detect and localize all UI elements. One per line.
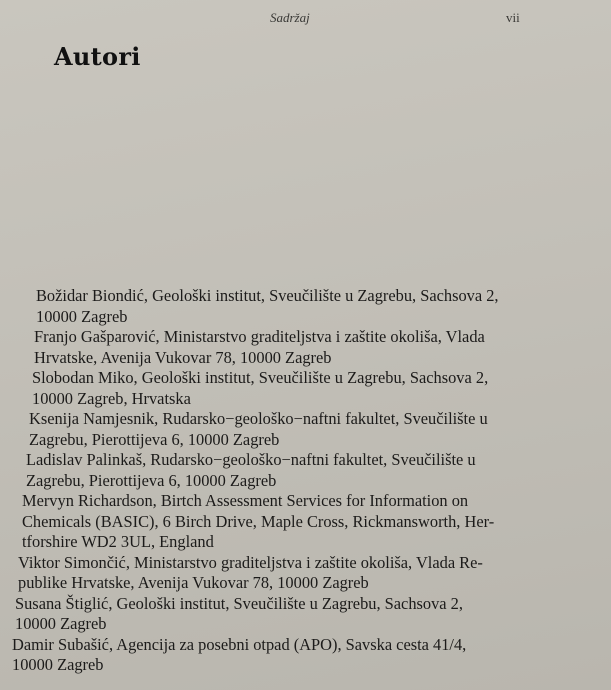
author-line: Ladislav Palinkaš, Rudarsko−geološko−naftni fakultet, Sveučilište u — [26, 450, 476, 469]
author-entry — [0, 553, 611, 594]
author-entry — [0, 635, 611, 676]
author-line: 10000 Zagreb, Hrvatska — [32, 388, 191, 408]
author-line: Zagrebu, Pierottijeva 6, 10000 Zagreb — [26, 470, 277, 490]
author-entry — [0, 327, 611, 368]
author-entry — [0, 594, 611, 635]
author-line: Viktor Simončić, Ministarstvo graditeljstva i zaštite okoliša, Vlada Re- — [18, 552, 483, 572]
author-line: tforshire WD2 3UL, England — [22, 532, 214, 551]
author-line: Damir Subašić, Agencija za posebni otpad (APO), Savska cesta 41/4, — [12, 634, 467, 654]
author-line: 10000 Zagreb — [12, 655, 104, 674]
author-line: Slobodan Miko, Geološki institut, Sveučilište u Zagrebu, Sachsova 2, — [32, 368, 489, 387]
running-head-title: Sadržaj — [270, 10, 310, 25]
author-entry — [0, 409, 611, 450]
author-line: Hrvatske, Avenija Vukovar 78, 10000 Zagreb — [34, 347, 332, 367]
author-line: Ksenija Namjesnik, Rudarsko−geološko−naftni fakultet, Sveučilište u — [29, 409, 488, 428]
author-line: Susana Štiglić, Geološki institut, Sveučilište u Zagrebu, Sachsova 2, — [15, 593, 463, 613]
author-line: 10000 Zagreb — [15, 614, 107, 633]
author-line: Franjo Gašparović, Ministarstvo graditeljstva i zaštite okoliša, Vlada — [34, 327, 485, 346]
author-list — [0, 286, 611, 676]
author-entry — [0, 286, 611, 327]
author-entry — [0, 491, 611, 553]
author-line: 10000 Zagreb — [36, 306, 128, 326]
author-line: Zagrebu, Pierottijeva 6, 10000 Zagreb — [29, 429, 280, 449]
author-entry — [0, 368, 611, 409]
author-line: Mervyn Richardson, Birtch Assessment Services for Information on — [22, 491, 469, 510]
page-number: vii — [506, 10, 520, 25]
author-entry — [0, 450, 611, 491]
author-line: Chemicals (BASIC), 6 Birch Drive, Maple Cross, Rickmansworth, Her- — [22, 511, 495, 531]
page-title: Autori — [54, 42, 141, 71]
author-line: Božidar Biondić, Geološki institut, Sveučilište u Zagrebu, Sachsova 2, — [36, 286, 499, 305]
author-line: publike Hrvatske, Avenija Vukovar 78, 10000 Zagreb — [18, 573, 369, 592]
